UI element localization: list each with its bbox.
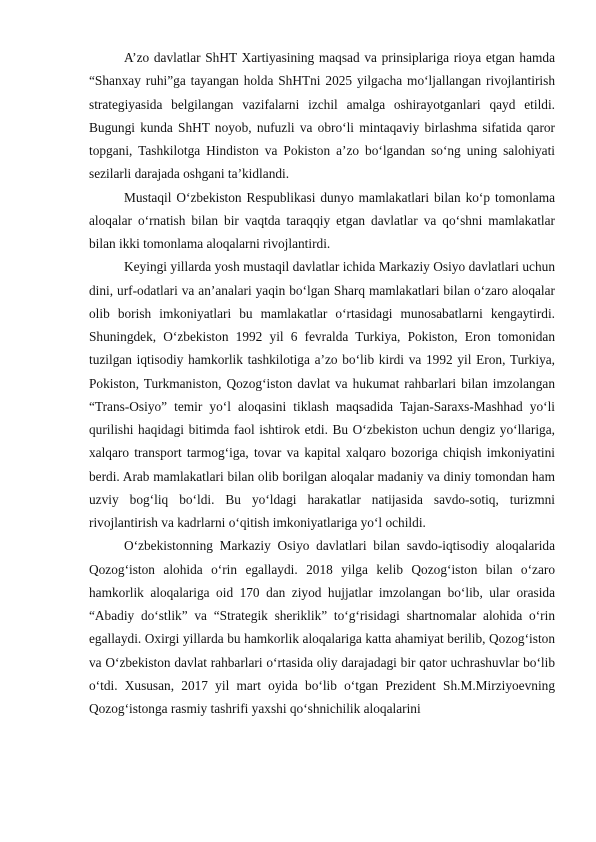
paragraph-kazakhstan-relations: O‘zbekistonning Markaziy Osiyo davlatlari bilan savdo-iqtisodiy aloqalarida Qozog‘iston alohida o‘rin egallaydi. 2018 yilga kelib Qozog‘iston bilan o‘zaro hamkorlik aloqalariga oid 170 dan ziyod hujjatlar imzolangan bo‘lib, ular orasida “Abadiy do‘stlik” va “Strategik sheriklik” to‘g‘risidagi shartnomalar alohida o‘rin egallaydi. Oxirgi yillarda bu hamkorlik aloqalariga katta ahamiyat berilib, Qozog‘iston va O‘zbekiston davlat rahbarlari o‘rtasida oliy darajadagi bir qator uchrashuvlar bo‘lib o‘tdi. Xususan, 2017 yil mart oyida bo‘lib o‘tgan Prezident Sh.M.Mirziyoevning Qozog‘istonga rasmiy tashrifi yaxshi qo‘shnichilik aloqalarini <box>89 538 555 716</box>
paragraph-sco-strategy: A’zo davlatlar ShHT Xartiyasining maqsad va prinsiplariga rioya etgan hamda “Shanxay ruhi”ga tayangan holda ShHTni 2025 yilgacha mo‘ljallangan rivojlantirish strategiyasida belgilangan vazifalarni izchil amalga oshirayotganlari qayd etildi. Bugungi kunda ShHT noyob, nufuzli va obro‘li mintaqaviy birlashma sifatida qaror topgani, Tashkilotga Hindiston va Pokiston a’zo bo‘lgandan so‘ng uning salohiyati sezilarli darajada oshgani ta’kidlandi. <box>89 50 555 182</box>
document-page <box>89 46 555 720</box>
paragraph-eastern-countries: Keyingi yillarda yosh mustaqil davlatlar ichida Markaziy Osiyo davlatlari uchun dini, urf-odatlari va an’analari yaqin bo‘lgan Sharq mamlakatlari bilan o‘zaro aloqalar olib borish imkoniyatlari bu mamlakatlar o‘rtasidagi munosabatlarni kengaytirdi. Shuningdek, O‘zbekiston 1992 yil 6 fevralda Turkiya, Pokiston, Eron tomonidan tuzilgan iqtisodiy hamkorlik tashkilotiga a’zo bo‘lib kirdi va 1992 yil Eron, Turkiya, Pokiston, Turkmaniston, Qozog‘iston davlat va hukumat rahbarlari bilan imzolangan “Trans-Osiyo” temir yo‘l aloqasini tiklash maqsadida Tajan-Saraxs-Mashhad yo‘li qurilishi haqidagi bitimda faol ishtirok etdi. Bu O‘zbekiston uchun dengiz yo‘llariga, xalqaro transport tarmog‘iga, tovar va kapital xalqaro bozoriga chiqish imkoniyatini berdi. Arab mamlakatlari bilan olib borilgan aloqalar madaniy va diniy tomondan ham uzviy bog‘liq bo‘ldi. Bu yo‘ldagi harakatlar natijasida savdo-sotiq, turizmni rivojlantirish va kadrlarni o‘qitish imkoniyatlariga yo‘l ochildi. <box>89 259 555 530</box>
paragraph-bilateral-relations: Mustaqil O‘zbekiston Respublikasi dunyo mamlakatlari bilan ko‘p tomonlama aloqalar o‘rnatish bilan bir vaqtda taraqqiy etgan davlatlar va qo‘shni mamlakatlar bilan ikki tomonlama aloqalarni rivojlantirdi. <box>89 189 555 251</box>
